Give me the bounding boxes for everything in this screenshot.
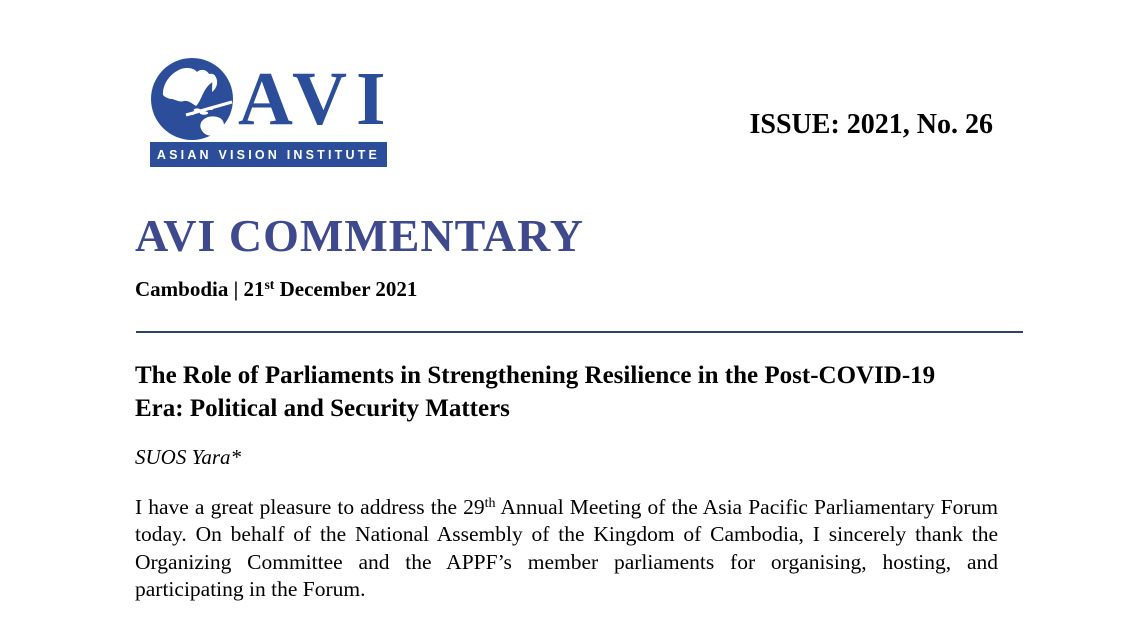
issue-label: ISSUE: 2021, No. 26 (749, 109, 993, 140)
avi-logo-top (150, 57, 395, 141)
paragraph-part1: I have a great pleasure to address the 29 (135, 494, 485, 519)
masthead-title: AVI COMMENTARY (135, 210, 584, 261)
paragraph-part2: Annual Meeting of the Asia Pacific Parliamentary Forum today. On behalf of the National Assembly of the Kingdom of Cambodia, I sincerely thank the Organizing Committee and the APPF’s member parliaments for organising, hosting, and participating in the Forum. (135, 494, 999, 602)
page-header (0, 0, 1134, 167)
article-paragraph (135, 494, 998, 604)
article-title: The Role of Parliaments in Strengthening Resilience in the Post-COVID-19 Era: Political and Security Matters (135, 361, 936, 422)
dateline-ordinal: st (264, 277, 275, 293)
dateline-prefix: Cambodia | 21 (135, 276, 265, 301)
paragraph-ordinal: th (484, 496, 496, 512)
globe-asia-pacific-icon (150, 57, 234, 141)
institute-banner: ASIAN VISION INSTITUTE (150, 142, 387, 167)
article-author: SUOS Yara* (135, 444, 242, 469)
dateline (135, 277, 1134, 302)
avi-wordmark: AVI (238, 57, 395, 141)
divider-rule (136, 331, 1023, 333)
dateline-suffix: December 2021 (274, 276, 418, 301)
avi-logo (150, 57, 395, 167)
